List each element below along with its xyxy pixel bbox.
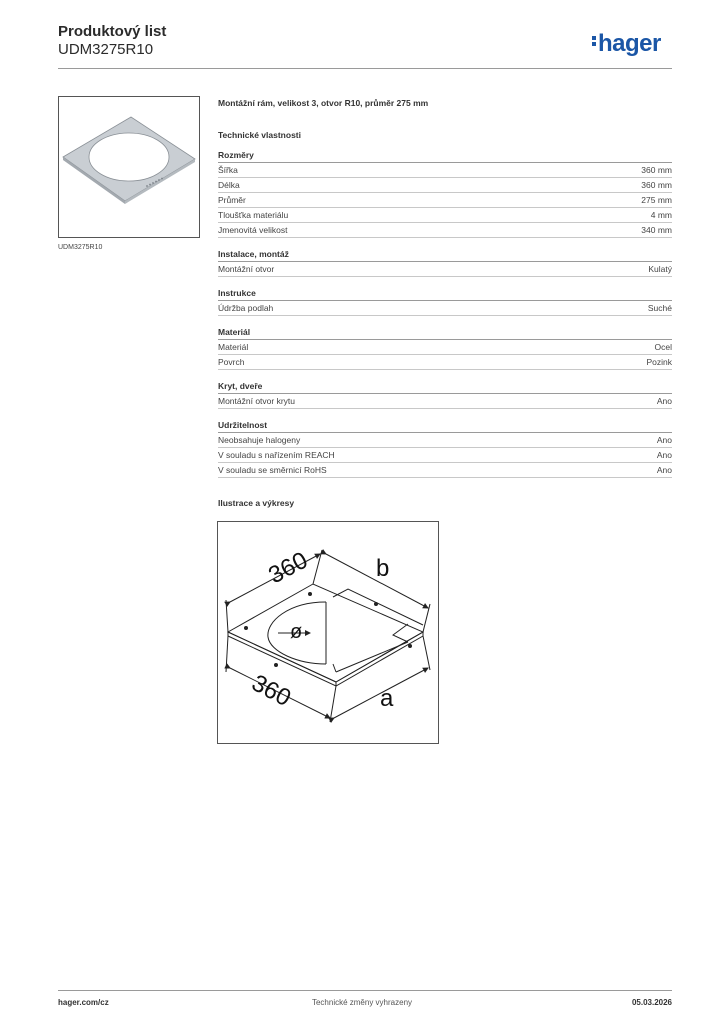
section-title: Udržitelnost — [218, 418, 672, 433]
section-title: Kryt, dveře — [218, 379, 672, 394]
row-label: Montážní otvor — [218, 264, 275, 274]
table-row — [218, 394, 672, 409]
product-thumbnail — [58, 96, 200, 238]
row-label: Jmenovitá velikost — [218, 225, 288, 235]
row-value: Ano — [656, 465, 672, 475]
row-label: Šířka — [218, 165, 238, 175]
row-value: Kulatý — [648, 264, 672, 274]
hager-logo — [592, 30, 661, 58]
row-value: Pozink — [646, 357, 672, 367]
section-installation — [218, 247, 672, 277]
row-label: V souladu se směrnicí RoHS — [218, 465, 327, 475]
row-value: 275 mm — [641, 195, 672, 205]
row-label: Průměr — [218, 195, 246, 205]
section-title: Rozměry — [218, 148, 672, 163]
row-value: Ocel — [654, 342, 672, 352]
row-value: Suché — [647, 303, 672, 313]
table-row — [218, 208, 672, 223]
footer-divider — [58, 990, 672, 991]
section-title: Materiál — [218, 325, 672, 340]
dimension-label-diameter: ø — [290, 621, 303, 643]
table-row — [218, 193, 672, 208]
row-value: Ano — [656, 450, 672, 460]
product-description: Montážní rám, velikost 3, otvor R10, průměr 275 mm — [218, 98, 429, 108]
footer-notice: Technické změny vyhrazeny — [311, 998, 413, 1007]
table-row — [218, 448, 672, 463]
section-title: Instalace, montáž — [218, 247, 672, 262]
row-label: Materiál — [218, 342, 249, 352]
product-details — [218, 96, 672, 510]
logo-dots-icon — [592, 34, 597, 48]
section-dimensions — [218, 148, 672, 238]
logo-text: hager — [598, 30, 661, 57]
product-code: UDM3275R10 — [58, 41, 154, 58]
table-row — [218, 355, 672, 370]
mounting-frame-thumbnail-icon — [59, 97, 199, 237]
page-title: Produktový list — [58, 23, 167, 40]
footer-website-link[interactable]: hager.com/cz — [58, 998, 109, 1007]
section-material — [218, 325, 672, 370]
row-value: Ano — [656, 396, 672, 406]
footer-date: 05.03.2026 — [631, 998, 672, 1007]
table-row — [218, 340, 672, 355]
row-value: 340 mm — [641, 225, 672, 235]
row-label: Montážní otvor krytu — [218, 396, 296, 406]
dimension-drawing-icon — [218, 522, 438, 743]
table-row — [218, 223, 672, 238]
table-row — [218, 463, 672, 478]
row-value: 360 mm — [641, 180, 672, 190]
header-divider — [58, 68, 672, 69]
row-label: Údržba podlah — [218, 303, 274, 313]
dimension-label-top: 360 — [264, 546, 313, 590]
table-row — [218, 262, 672, 277]
section-instructions — [218, 286, 672, 316]
section-sustainability — [218, 418, 672, 478]
table-row — [218, 163, 672, 178]
row-label: Neobsahuje halogeny — [218, 435, 301, 445]
table-row — [218, 178, 672, 193]
table-row — [218, 301, 672, 316]
row-value: 4 mm — [650, 210, 672, 220]
row-value: Ano — [656, 435, 672, 445]
dimension-label-bottom: 360 — [247, 669, 296, 713]
row-label: Tloušťka materiálu — [218, 210, 289, 220]
technical-drawing — [217, 521, 439, 744]
table-row — [218, 433, 672, 448]
dimension-label-a: a — [380, 685, 394, 712]
dimension-label-b: b — [376, 555, 390, 582]
row-label: Délka — [218, 180, 240, 190]
technical-heading: Technické vlastnosti — [218, 130, 301, 140]
row-value: 360 mm — [641, 165, 672, 175]
section-cover-doors — [218, 379, 672, 409]
illustrations-heading: Ilustrace a výkresy — [218, 498, 295, 508]
thumbnail-caption: UDM3275R10 — [58, 244, 103, 251]
section-title: Instrukce — [218, 286, 672, 301]
row-label: Povrch — [218, 357, 245, 367]
row-label: V souladu s nařízením REACH — [218, 450, 335, 460]
